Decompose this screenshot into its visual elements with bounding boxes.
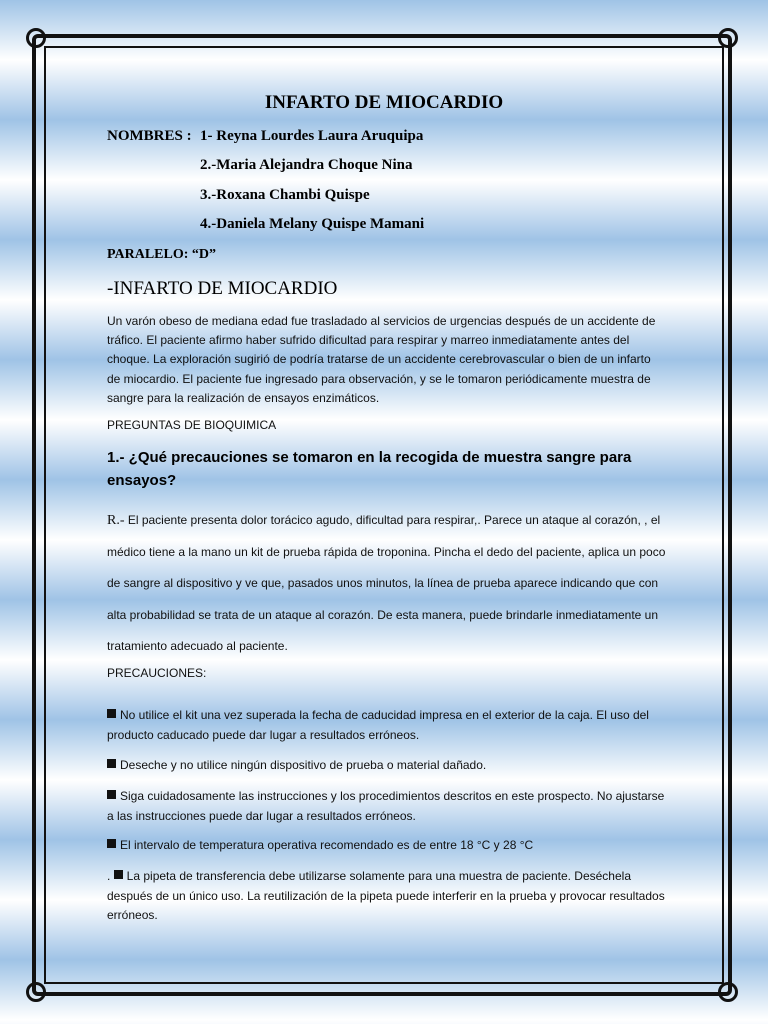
preguntas-heading: PREGUNTAS DE BIOQUIMICA xyxy=(107,418,277,432)
names-label: NOMBRES : xyxy=(107,128,192,144)
author-name: 1- Reyna Lourdes Laura Aruquipa xyxy=(200,128,424,144)
precaution-item xyxy=(107,756,667,776)
square-bullet-icon xyxy=(107,790,116,799)
corner-ornament xyxy=(26,28,46,48)
square-bullet-icon xyxy=(107,709,116,718)
square-bullet-icon xyxy=(107,839,116,848)
square-bullet-icon xyxy=(107,759,116,768)
precaution-text: El intervalo de temperatura operativa recomendado es de entre 18 °C y 28 °C xyxy=(120,838,534,852)
bullet-prefix: . xyxy=(107,869,114,883)
author-name: 3.-Roxana Chambi Quispe xyxy=(200,187,370,203)
precaution-text: No utilice el kit una vez superada la fecha de caducidad impresa en el exterior de la caja. El uso del producto caducado puede dar lugar a resultados erróneos. xyxy=(107,708,649,742)
document-title: INFARTO DE MIOCARDIO xyxy=(264,92,504,113)
square-bullet-icon xyxy=(114,870,123,879)
corner-ornament xyxy=(718,982,738,1002)
question-heading: 1.- ¿Qué precauciones se tomaron en la recogida de muestra sangre para ensayos? xyxy=(107,449,632,489)
answer-paragraph xyxy=(107,505,667,663)
precaution-text: Deseche y no utilice ningún dispositivo de prueba o material dañado. xyxy=(120,758,487,772)
section-title: -INFARTO DE MIOCARDIO xyxy=(107,278,338,299)
answer-text: El paciente presenta dolor torácico agudo, dificultad para respirar,. Parece un ataque al corazón, , el médico tiene a la mano un kit de prueba rápida de troponina. Pincha el dedo del paciente, aplica un poco de sangre al dispositivo y ve que, pasados unos minutos, la línea de prueba aparece indicando que con alta probabilidad se trata de un ataque al corazón. De esta manera, puede brindarle inmediatamente un tratamiento adecuado al paciente. xyxy=(107,513,666,653)
precauciones-heading: PRECAUCIONES: xyxy=(107,666,207,680)
author-name: 4.-Daniela Melany Quispe Mamani xyxy=(200,216,425,232)
precaution-text: Siga cuidadosamente las instrucciones y los procedimientos descritos en este prospecto. No ajustarse a las instrucciones puede dar lugar a resultados erróneos. xyxy=(107,789,665,823)
precaution-text: La pipeta de transferencia debe utilizarse solamente para una muestra de paciente. Deséchela después de un único uso. La reutilización de la pipeta puede interferir en la prueba y provocar resultados erróneos. xyxy=(107,869,665,922)
paralelo-label: PARALELO: “D” xyxy=(107,247,217,262)
precaution-item xyxy=(107,787,667,826)
precaution-item xyxy=(107,706,667,745)
answer-prefix: R.- xyxy=(107,513,125,528)
precaution-item xyxy=(107,867,667,926)
corner-ornament xyxy=(718,28,738,48)
precaution-item xyxy=(107,836,667,856)
author-name: 2.-Maria Alejandra Choque Nina xyxy=(200,157,413,173)
intro-paragraph: Un varón obeso de mediana edad fue trasladado al servicios de urgencias después de un accidente de tráfico. El paciente afirmo haber sufrido dificultad para respirar y marreo inmediatamente antes del choque. La exploración sugirió de podría tratarse de un accidente cerebrovascular o bien de un infarto de miocardio. El paciente fue ingresado para observación, y se le tomaron periódicamente muestra de sangre para la realización de ensayos enzimáticos. xyxy=(107,314,656,405)
corner-ornament xyxy=(26,982,46,1002)
